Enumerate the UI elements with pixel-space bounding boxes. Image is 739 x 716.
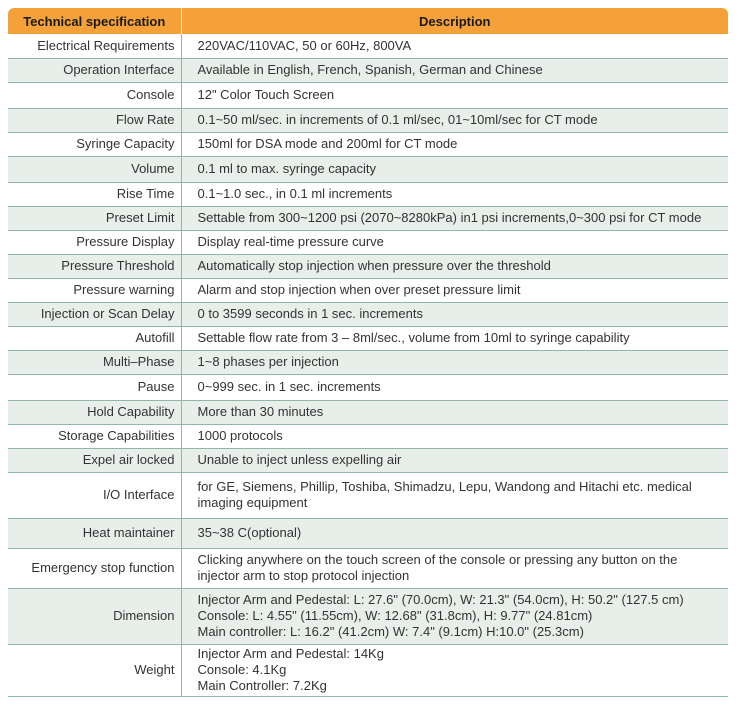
spec-row (8, 326, 728, 350)
spec-value-line: More than 30 minutes (197, 404, 324, 419)
spec-label: Electrical Requirements (8, 34, 181, 58)
spec-value (181, 182, 728, 206)
spec-value-line: 220VAC/110VAC, 50 or 60Hz, 800VA (197, 37, 412, 53)
spec-value-line: 0.1 ml to max. syringe capacity (197, 161, 376, 176)
spec-table (8, 8, 728, 697)
spec-value (181, 302, 728, 326)
spec-value-line: Main controller: L: 16.2" (41.2cm) W: 7.4" (9.1cm) H:10.0" (25.3cm) (197, 624, 584, 639)
spec-label: Hold Capability (8, 400, 181, 424)
spec-value-line: 1000 protocols (197, 428, 283, 443)
spec-label: Weight (8, 644, 181, 696)
spec-label: Expel air locked (8, 448, 181, 472)
spec-value (181, 58, 728, 82)
spec-value (181, 254, 728, 278)
spec-value (181, 108, 728, 132)
spec-row (8, 424, 728, 448)
spec-value-line: Main Controller: 7.2Kg (197, 678, 327, 693)
spec-label: Pressure Display (8, 230, 181, 254)
spec-row (8, 58, 728, 82)
spec-label: Volume (8, 156, 181, 182)
spec-value-line: 0.1~1.0 sec., in 0.1 ml increments (197, 186, 393, 201)
spec-value-line: Console: L: 4.55" (11.55cm), W: 12.68" (31.8cm), H: 9.77" (24.81cm) (197, 608, 593, 623)
spec-value-line: Clicking anywhere on the touch screen of the console or pressing any button on the (197, 552, 678, 567)
spec-row (8, 400, 728, 424)
spec-label: Syringe Capacity (8, 132, 181, 156)
spec-row (8, 518, 728, 548)
spec-row (8, 644, 728, 696)
spec-value (181, 278, 728, 302)
spec-row (8, 448, 728, 472)
spec-label: Console (8, 82, 181, 108)
spec-value-line: 0~999 sec. in 1 sec. increments (197, 379, 381, 394)
spec-label: Operation Interface (8, 58, 181, 82)
spec-label: Multi–Phase (8, 350, 181, 374)
spec-label: Preset Limit (8, 206, 181, 230)
spec-row (8, 34, 728, 58)
spec-value-line: Alarm and stop injection when over preset pressure limit (197, 282, 521, 297)
spec-row (8, 82, 728, 108)
spec-label: Storage Capabilities (8, 424, 181, 448)
spec-label: Flow Rate (8, 108, 181, 132)
spec-value (181, 448, 728, 472)
spec-body (8, 34, 728, 696)
spec-value-line: Settable flow rate from 3 – 8ml/sec., volume from 10ml to syringe capability (197, 330, 630, 345)
spec-value (181, 156, 728, 182)
spec-value (181, 548, 728, 588)
spec-value-line: 0.1~50 ml/sec. in increments of 0.1 ml/sec, 01~10ml/sec for CT mode (197, 112, 598, 127)
spec-row (8, 278, 728, 302)
spec-value-line: Console: 4.1Kg (197, 662, 287, 677)
spec-value-line: 12" Color Touch Screen (197, 87, 335, 102)
spec-row (8, 132, 728, 156)
spec-value-line: imaging equipment (197, 495, 308, 510)
spec-row (8, 350, 728, 374)
spec-label: Injection or Scan Delay (8, 302, 181, 326)
spec-row (8, 108, 728, 132)
header-technical-specification: Technical specification (8, 8, 181, 34)
spec-value-line: injector arm to stop protocol injection (197, 568, 410, 583)
spec-row (8, 182, 728, 206)
spec-value (181, 472, 728, 518)
spec-value (181, 34, 728, 58)
spec-value-line: Injector Arm and Pedestal: L: 27.6" (70.0cm), W: 21.3" (54.0cm), H: 50.2" (127.5 cm) (197, 592, 684, 607)
spec-label: Pause (8, 374, 181, 400)
spec-value-line: 1~8 phases per injection (197, 354, 339, 369)
spec-row (8, 302, 728, 326)
spec-value (181, 132, 728, 156)
spec-value (181, 82, 728, 108)
spec-label: Emergency stop function (8, 548, 181, 588)
spec-value (181, 374, 728, 400)
spec-label: Pressure Threshold (8, 254, 181, 278)
spec-value-line: Settable from 300~1200 psi (2070~8280kPa) in1 psi increments,0~300 psi for CT mode (197, 210, 702, 225)
spec-row (8, 472, 728, 518)
spec-label: Heat maintainer (8, 518, 181, 548)
spec-row (8, 230, 728, 254)
spec-value (181, 350, 728, 374)
spec-value-line: 0 to 3599 seconds in 1 sec. increments (197, 306, 423, 321)
spec-label: Dimension (8, 588, 181, 644)
spec-value (181, 230, 728, 254)
spec-value-line: Injector Arm and Pedestal: 14Kg (197, 646, 384, 661)
spec-label: Pressure warning (8, 278, 181, 302)
spec-value (181, 644, 728, 696)
spec-value-line: for GE, Siemens, Phillip, Toshiba, Shimadzu, Lepu, Wandong and Hitachi etc. medical (197, 479, 692, 494)
spec-label: Rise Time (8, 182, 181, 206)
spec-value-line: 150ml for DSA mode and 200ml for CT mode (197, 136, 458, 151)
spec-value (181, 588, 728, 644)
spec-value (181, 424, 728, 448)
spec-label: I/O Interface (8, 472, 181, 518)
spec-value (181, 206, 728, 230)
spec-value (181, 326, 728, 350)
header-row (8, 8, 728, 34)
spec-value-line: Display real-time pressure curve (197, 234, 384, 249)
spec-row (8, 548, 728, 588)
spec-value-line: Unable to inject unless expelling air (197, 452, 402, 467)
spec-value-line: Automatically stop injection when pressure over the threshold (197, 258, 551, 273)
spec-row (8, 588, 728, 644)
spec-row (8, 374, 728, 400)
spec-row (8, 254, 728, 278)
spec-value (181, 400, 728, 424)
spec-value (181, 518, 728, 548)
header-description: Description (181, 8, 728, 34)
spec-label: Autofill (8, 326, 181, 350)
spec-value-line: Available in English, French, Spanish, German and Chinese (197, 62, 543, 77)
spec-row (8, 206, 728, 230)
spec-row (8, 156, 728, 182)
spec-value-line: 35~38 C(optional) (197, 525, 302, 540)
